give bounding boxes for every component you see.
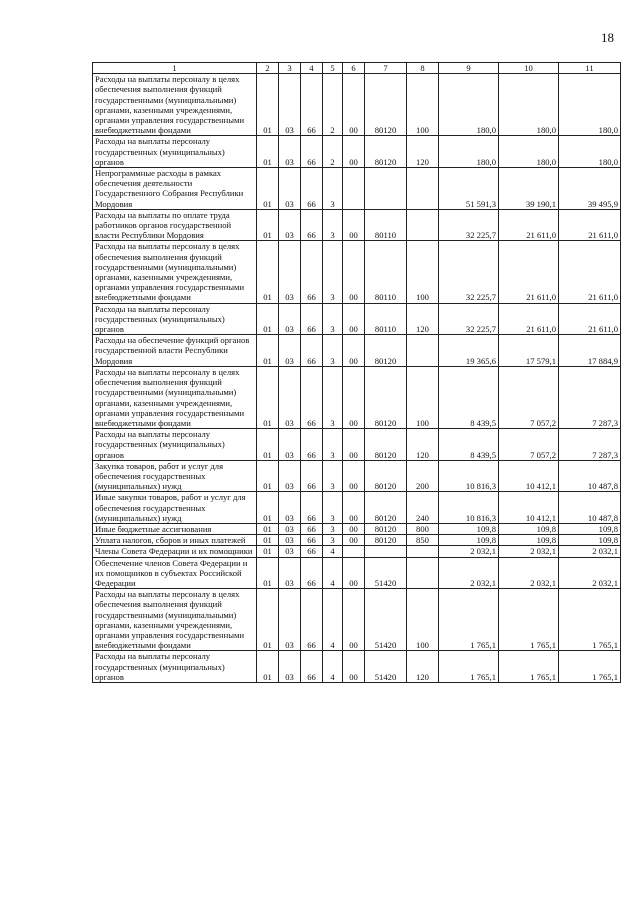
code-cell: 66: [301, 535, 323, 546]
code-cell: 01: [257, 492, 279, 524]
amount-cell: 180,0: [499, 136, 559, 168]
code-cell: 66: [301, 303, 323, 335]
column-header: 8: [407, 63, 439, 74]
amount-cell: 51 591,3: [439, 168, 499, 210]
code-cell: 120: [407, 429, 439, 461]
code-cell: 51420: [365, 589, 407, 651]
amount-cell: 8 439,5: [439, 366, 499, 428]
code-cell: 00: [343, 523, 365, 534]
code-cell: 03: [279, 303, 301, 335]
table-row: [93, 651, 621, 683]
code-cell: 66: [301, 168, 323, 210]
amount-cell: 109,8: [499, 535, 559, 546]
row-name: Расходы на выплаты персоналу государственных (муниципальных) органов: [93, 303, 257, 335]
table-row: [93, 557, 621, 589]
amount-cell: 7 287,3: [559, 429, 621, 461]
code-cell: 3: [323, 535, 343, 546]
column-header: 6: [343, 63, 365, 74]
code-cell: 00: [343, 651, 365, 683]
amount-cell: 1 765,1: [499, 651, 559, 683]
amount-cell: 10 816,3: [439, 460, 499, 492]
table-row: [93, 523, 621, 534]
code-cell: 3: [323, 366, 343, 428]
code-cell: 03: [279, 168, 301, 210]
amount-cell: 39 190,1: [499, 168, 559, 210]
code-cell: 00: [343, 429, 365, 461]
amount-cell: 7 287,3: [559, 366, 621, 428]
code-cell: 66: [301, 74, 323, 136]
code-cell: [365, 546, 407, 557]
amount-cell: 2 032,1: [439, 546, 499, 557]
amount-cell: 109,8: [499, 523, 559, 534]
amount-cell: 39 495,9: [559, 168, 621, 210]
column-header: 2: [257, 63, 279, 74]
amount-cell: 21 611,0: [499, 209, 559, 241]
code-cell: 66: [301, 492, 323, 524]
column-header: 4: [301, 63, 323, 74]
code-cell: 01: [257, 535, 279, 546]
amount-cell: 1 765,1: [499, 589, 559, 651]
row-name: Расходы на выплаты персоналу в целях обеспечения выполнения функций государственными (муниципальными) органами, казенными учреждениями, органами управления государственными внебюджетными фондами: [93, 366, 257, 428]
code-cell: 66: [301, 209, 323, 241]
code-cell: 00: [343, 241, 365, 303]
code-cell: 4: [323, 651, 343, 683]
amount-cell: 1 765,1: [559, 589, 621, 651]
code-cell: 66: [301, 335, 323, 367]
code-cell: [407, 335, 439, 367]
code-cell: 80110: [365, 209, 407, 241]
code-cell: 51420: [365, 651, 407, 683]
table-row: [93, 546, 621, 557]
row-name: Уплата налогов, сборов и иных платежей: [93, 535, 257, 546]
row-name: Члены Совета Федерации и их помощники: [93, 546, 257, 557]
code-cell: 01: [257, 303, 279, 335]
amount-cell: 21 611,0: [559, 241, 621, 303]
code-cell: 240: [407, 492, 439, 524]
code-cell: 3: [323, 523, 343, 534]
amount-cell: 2 032,1: [499, 557, 559, 589]
code-cell: 01: [257, 366, 279, 428]
code-cell: 100: [407, 241, 439, 303]
amount-cell: 21 611,0: [559, 209, 621, 241]
code-cell: 00: [343, 136, 365, 168]
amount-cell: 32 225,7: [439, 209, 499, 241]
code-cell: 66: [301, 523, 323, 534]
code-cell: 01: [257, 168, 279, 210]
table-row: [93, 535, 621, 546]
column-header: 11: [559, 63, 621, 74]
row-name: Расходы на выплаты по оплате труда работников органов государственной власти Республики Мордовия: [93, 209, 257, 241]
code-cell: 03: [279, 492, 301, 524]
amount-cell: 109,8: [439, 535, 499, 546]
code-cell: [407, 557, 439, 589]
amount-cell: 32 225,7: [439, 303, 499, 335]
code-cell: 100: [407, 366, 439, 428]
table-row: [93, 209, 621, 241]
code-cell: 80110: [365, 303, 407, 335]
code-cell: 2: [323, 136, 343, 168]
amount-cell: 7 057,2: [499, 429, 559, 461]
code-cell: 66: [301, 589, 323, 651]
row-name: Расходы на выплаты персоналу в целях обеспечения выполнения функций государственными (муниципальными) органами, казенными учреждениями, органами управления государственными внебюджетными фондами: [93, 74, 257, 136]
code-cell: 4: [323, 557, 343, 589]
row-name: Расходы на выплаты персоналу в целях обеспечения выполнения функций государственными (муниципальными) органами, казенными учреждениями, органами управления государственными внебюджетными фондами: [93, 241, 257, 303]
code-cell: 03: [279, 535, 301, 546]
code-cell: 3: [323, 460, 343, 492]
amount-cell: 21 611,0: [499, 303, 559, 335]
code-cell: 80110: [365, 241, 407, 303]
table-header-row: [93, 63, 621, 74]
row-name: Расходы на выплаты персоналу государственных (муниципальных) органов: [93, 651, 257, 683]
row-name: Иные закупки товаров, работ и услуг для обеспечения государственных (муниципальных) нужд: [93, 492, 257, 524]
code-cell: 01: [257, 557, 279, 589]
code-cell: 01: [257, 523, 279, 534]
code-cell: 03: [279, 557, 301, 589]
code-cell: 00: [343, 492, 365, 524]
code-cell: 4: [323, 589, 343, 651]
table-body: [93, 74, 621, 683]
code-cell: 120: [407, 651, 439, 683]
code-cell: 03: [279, 429, 301, 461]
row-name: Закупка товаров, работ и услуг для обеспечения государственных (муниципальных) нужд: [93, 460, 257, 492]
code-cell: 03: [279, 74, 301, 136]
code-cell: 4: [323, 546, 343, 557]
code-cell: 01: [257, 209, 279, 241]
code-cell: 01: [257, 74, 279, 136]
amount-cell: 17 579,1: [499, 335, 559, 367]
table-row: [93, 335, 621, 367]
amount-cell: 10 487,8: [559, 492, 621, 524]
code-cell: [365, 168, 407, 210]
code-cell: 3: [323, 168, 343, 210]
row-name: Непрограммные расходы в рамках обеспечения деятельности Государственного Собрания Республики Мордовия: [93, 168, 257, 210]
amount-cell: 21 611,0: [559, 303, 621, 335]
code-cell: 66: [301, 366, 323, 428]
code-cell: 80120: [365, 492, 407, 524]
table-row: [93, 74, 621, 136]
amount-cell: 8 439,5: [439, 429, 499, 461]
code-cell: 00: [343, 209, 365, 241]
amount-cell: 2 032,1: [499, 546, 559, 557]
code-cell: 00: [343, 303, 365, 335]
table-row: [93, 460, 621, 492]
code-cell: 80120: [365, 74, 407, 136]
amount-cell: 109,8: [559, 523, 621, 534]
column-header: 3: [279, 63, 301, 74]
amount-cell: 109,8: [559, 535, 621, 546]
code-cell: 03: [279, 241, 301, 303]
code-cell: 66: [301, 460, 323, 492]
code-cell: 01: [257, 589, 279, 651]
amount-cell: 7 057,2: [499, 366, 559, 428]
code-cell: 00: [343, 535, 365, 546]
code-cell: 100: [407, 74, 439, 136]
code-cell: 120: [407, 136, 439, 168]
column-header: 7: [365, 63, 407, 74]
amount-cell: 21 611,0: [499, 241, 559, 303]
code-cell: 120: [407, 303, 439, 335]
amount-cell: 1 765,1: [439, 651, 499, 683]
amount-cell: 2 032,1: [559, 557, 621, 589]
column-header: 1: [93, 63, 257, 74]
amount-cell: 180,0: [499, 74, 559, 136]
code-cell: 03: [279, 136, 301, 168]
code-cell: 800: [407, 523, 439, 534]
code-cell: 66: [301, 557, 323, 589]
code-cell: 51420: [365, 557, 407, 589]
code-cell: 00: [343, 335, 365, 367]
code-cell: 200: [407, 460, 439, 492]
code-cell: 01: [257, 651, 279, 683]
code-cell: 100: [407, 589, 439, 651]
amount-cell: 180,0: [559, 136, 621, 168]
code-cell: 80120: [365, 460, 407, 492]
code-cell: [343, 168, 365, 210]
code-cell: 3: [323, 492, 343, 524]
code-cell: 00: [343, 589, 365, 651]
code-cell: 80120: [365, 366, 407, 428]
code-cell: 03: [279, 366, 301, 428]
code-cell: 850: [407, 535, 439, 546]
code-cell: [407, 546, 439, 557]
page-number: 18: [601, 30, 614, 45]
amount-cell: 180,0: [559, 74, 621, 136]
code-cell: 01: [257, 241, 279, 303]
table-row: [93, 492, 621, 524]
row-name: Расходы на выплаты персоналу в целях обеспечения выполнения функций государственными (муниципальными) органами, казенными учреждениями, органами управления государственными внебюджетными фондами: [93, 589, 257, 651]
table-row: [93, 168, 621, 210]
code-cell: 03: [279, 209, 301, 241]
row-name: Расходы на обеспечение функций органов государственной власти Республики Мордовия: [93, 335, 257, 367]
amount-cell: 10 816,3: [439, 492, 499, 524]
code-cell: 03: [279, 335, 301, 367]
amount-cell: 10 487,8: [559, 460, 621, 492]
code-cell: 66: [301, 546, 323, 557]
code-cell: 3: [323, 241, 343, 303]
column-header: 10: [499, 63, 559, 74]
amount-cell: 1 765,1: [559, 651, 621, 683]
table-row: [93, 241, 621, 303]
code-cell: [407, 209, 439, 241]
code-cell: 03: [279, 460, 301, 492]
amount-cell: 32 225,7: [439, 241, 499, 303]
amount-cell: 10 412,1: [499, 492, 559, 524]
budget-table: [92, 62, 621, 683]
code-cell: 00: [343, 366, 365, 428]
code-cell: 01: [257, 460, 279, 492]
code-cell: 03: [279, 651, 301, 683]
amount-cell: 19 365,6: [439, 335, 499, 367]
amount-cell: 1 765,1: [439, 589, 499, 651]
amount-cell: 17 884,9: [559, 335, 621, 367]
row-name: Расходы на выплаты персоналу государственных (муниципальных) органов: [93, 136, 257, 168]
column-header: 5: [323, 63, 343, 74]
code-cell: 3: [323, 303, 343, 335]
code-cell: 3: [323, 335, 343, 367]
row-name: Иные бюджетные ассигнования: [93, 523, 257, 534]
table-row: [93, 589, 621, 651]
amount-cell: 2 032,1: [559, 546, 621, 557]
code-cell: 66: [301, 429, 323, 461]
code-cell: 01: [257, 429, 279, 461]
code-cell: 01: [257, 335, 279, 367]
code-cell: 80120: [365, 523, 407, 534]
column-header: 9: [439, 63, 499, 74]
code-cell: [343, 546, 365, 557]
table-row: [93, 136, 621, 168]
code-cell: [407, 168, 439, 210]
amount-cell: 180,0: [439, 136, 499, 168]
table-row: [93, 303, 621, 335]
code-cell: 3: [323, 209, 343, 241]
amount-cell: 10 412,1: [499, 460, 559, 492]
code-cell: 01: [257, 546, 279, 557]
code-cell: 01: [257, 136, 279, 168]
code-cell: 3: [323, 429, 343, 461]
code-cell: 00: [343, 74, 365, 136]
code-cell: 66: [301, 136, 323, 168]
code-cell: 03: [279, 589, 301, 651]
code-cell: 03: [279, 523, 301, 534]
row-name: Расходы на выплаты персоналу государственных (муниципальных) органов: [93, 429, 257, 461]
amount-cell: 180,0: [439, 74, 499, 136]
amount-cell: 2 032,1: [439, 557, 499, 589]
code-cell: 66: [301, 651, 323, 683]
code-cell: 80120: [365, 429, 407, 461]
code-cell: 80120: [365, 335, 407, 367]
code-cell: 2: [323, 74, 343, 136]
code-cell: 03: [279, 546, 301, 557]
code-cell: 00: [343, 557, 365, 589]
code-cell: 00: [343, 460, 365, 492]
row-name: Обеспечение членов Совета Федерации и их помощников в субъектах Российской Федерации: [93, 557, 257, 589]
table-row: [93, 366, 621, 428]
code-cell: 80120: [365, 136, 407, 168]
code-cell: 66: [301, 241, 323, 303]
amount-cell: 109,8: [439, 523, 499, 534]
code-cell: 80120: [365, 535, 407, 546]
table-row: [93, 429, 621, 461]
